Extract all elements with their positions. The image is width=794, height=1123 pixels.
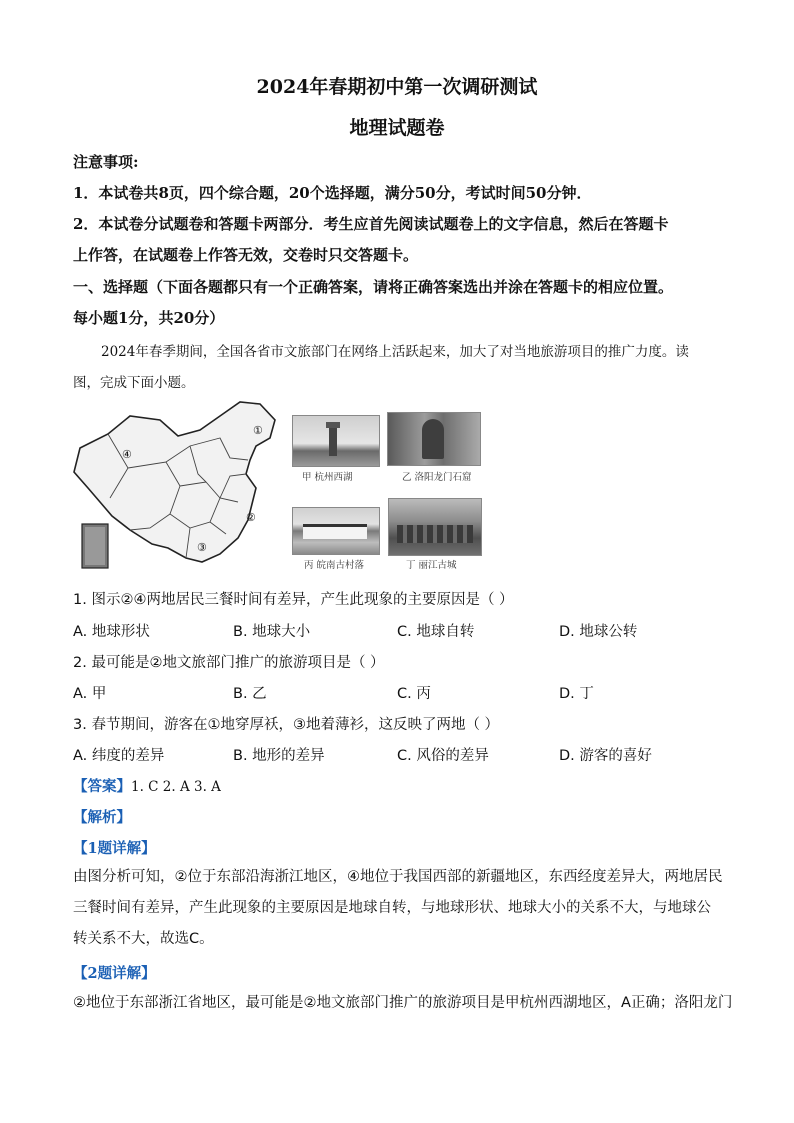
detail-1-text: 由图分析可知，②位于东部沿海浙江地区，④地位于我国西部的新疆地区，东西经度差异大，两地居民三餐时间有差异，产生此现象的主要原因是地球自转，与地球形状、地球大小的关系不大，与地球公转关系不大，故选C。 — [73, 869, 723, 947]
question-2-option-d[interactable]: D. 丁 — [559, 686, 594, 702]
analysis-label-row — [73, 806, 131, 827]
detail-1-label: 【1题详解】 — [73, 840, 156, 857]
question-1-stem: 1. 图示②④两地居民三餐时间有差异，产生此现象的主要原因是（ ） — [73, 592, 514, 608]
analysis-label: 【解析】 — [73, 809, 131, 826]
answer-label: 【答案】 — [73, 778, 131, 795]
question-2-option-b[interactable]: B. 乙 — [233, 686, 267, 702]
question-2-option-a[interactable]: A. 甲 — [73, 686, 107, 702]
marker-4: ④ — [122, 448, 132, 461]
question-3-option-b[interactable]: B. 地形的差异 — [233, 748, 325, 764]
question-2-option-c[interactable]: C. 丙 — [397, 686, 431, 702]
photo-ding — [388, 498, 482, 556]
caption-yi: 乙 洛阳龙门石窟 — [402, 472, 472, 483]
question-3-stem: 3. 春节期间，游客在①地穿厚袄，③地着薄衫，这反映了两地（ ） — [73, 717, 500, 733]
photo-yi — [387, 412, 481, 466]
marker-1: ① — [253, 424, 263, 437]
question-1-option-a[interactable]: A. 地球形状 — [73, 624, 150, 640]
section-heading-line-1: 一、选择题（下面各题都只有一个正确答案，请将正确答案选出并涂在答题卡的相应位置。 — [73, 278, 674, 296]
section-heading-line-2: 每小题1分，共20分） — [73, 309, 225, 327]
caption-ding: 丁 丽江古城 — [406, 560, 457, 571]
photo-bing — [292, 507, 380, 555]
exam-title: 2024年春期初中第一次调研测试 — [256, 76, 538, 98]
question-2-stem: 2. 最可能是②地文旅部门推广的旅游项目是（ ） — [73, 655, 385, 671]
notice-item-2-line-1: 2．本试卷分试题卷和答题卡两部分．考生应首先阅读试题卷上的文字信息，然后在答题卡 — [73, 215, 669, 233]
marker-3: ③ — [197, 541, 207, 554]
question-1-option-d[interactable]: D. 地球公转 — [559, 624, 638, 640]
question-3-option-c[interactable]: C. 风俗的差异 — [397, 748, 489, 764]
answer-row — [73, 775, 221, 796]
detail-2-label-row — [73, 962, 156, 983]
detail-2-label: 【2题详解】 — [73, 965, 156, 982]
detail-2-text: ②地位于东部浙江省地区，最可能是②地文旅部门推广的旅游项目是甲杭州西湖地区，A正确；洛阳龙门 — [73, 995, 733, 1011]
notice-heading: 注意事项: — [73, 153, 139, 171]
marker-2: ② — [246, 511, 256, 524]
intro-line-2: 图，完成下面小题。 — [73, 375, 195, 391]
question-1-option-c[interactable]: C. 地球自转 — [397, 624, 475, 640]
question-3-option-a[interactable]: A. 纬度的差异 — [73, 748, 165, 764]
caption-bing: 丙 皖南古村落 — [304, 560, 365, 571]
question-3-option-d[interactable]: D. 游客的喜好 — [559, 748, 652, 764]
question-1-option-b[interactable]: B. 地球大小 — [233, 624, 311, 640]
figure — [70, 398, 490, 578]
intro-line-1: 2024年春季期间，全国各省市文旅部门在网络上活跃起来，加大了对当地旅游项目的推广力度。读 — [101, 344, 689, 360]
answer-values: 1. C 2. A 3. A — [131, 779, 221, 795]
notice-item-2-line-2: 上作答，在试题卷上作答无效，交卷时只交答题卡。 — [73, 246, 419, 264]
detail-1-label-row — [73, 837, 156, 858]
photo-jia — [292, 415, 380, 467]
exam-subtitle: 地理试题卷 — [349, 117, 445, 139]
notice-item-1: 1．本试卷共8页，四个综合题，20个选择题，满分50分，考试时间50分钟． — [73, 184, 592, 202]
caption-jia: 甲 杭州西湖 — [302, 472, 353, 483]
